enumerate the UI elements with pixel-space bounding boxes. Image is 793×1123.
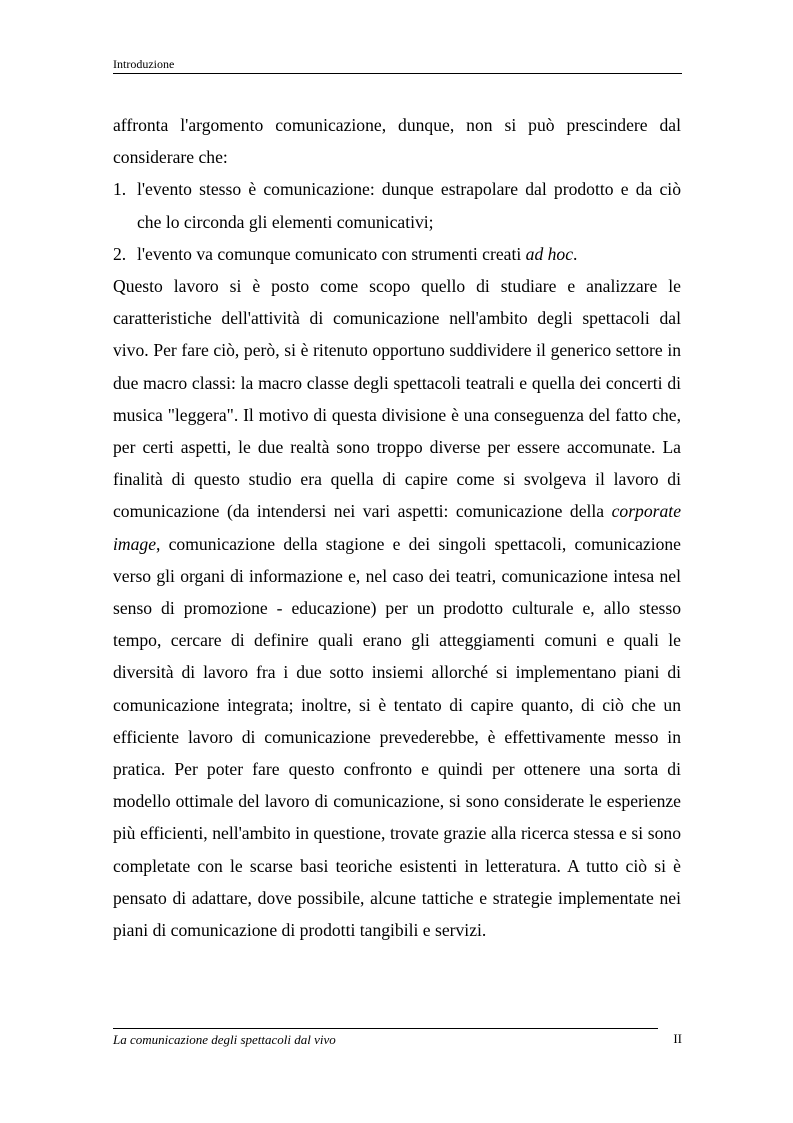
main-paragraph — [113, 270, 681, 946]
list-item-number: 1. — [113, 179, 127, 200]
main-paragraph-italic-term: corporate image — [113, 501, 681, 554]
page-body — [113, 109, 681, 946]
header-section-title: Introduzione — [113, 57, 175, 71]
list-item-italic-term: ad hoc — [525, 243, 574, 264]
numbered-list — [113, 173, 681, 270]
list-item-end: . — [573, 243, 578, 264]
list-item-number: 2. — [113, 243, 127, 264]
main-paragraph-part2: , comunicazione della stagione e dei singoli spettacoli, comunicazione verso gli organi di informazione e, nel caso dei teatri, comunicazione intesa nel senso di promozione - educazione) per un prodotto culturale e, allo stesso tempo, cercare di definire quali erano gli atteggiamenti comuni e quali le diversità di lavoro fra i due sotto insiemi allorché si implementano piani di comunicazione integrata; inoltre, si è tentato di capire quanto, di ciò che un efficiente lavoro di comunicazione prevederebbe, è effettivamente messo in pratica. Per poter fare questo confronto e quindi per ottenere una sorta di modello ottimale del lavoro di comunicazione, si sono considerate le esperienze più efficienti, nell'ambito in questione, trovate grazie alla ricerca stessa e si sono completate con le scarse basi teoriche esistenti in letteratura. A tutto ciò si è pensato di adattare, dove possibile, alcune tattiche e strategie implementate nei piani di comunicazione di prodotti tangibili e servizi. — [113, 533, 681, 941]
list-item — [113, 238, 681, 270]
footer-title: La comunicazione degli spettacoli dal vivo — [113, 1032, 336, 1047]
intro-paragraph: affronta l'argomento comunicazione, dunque, non si può prescindere dal considerare che: — [113, 115, 681, 168]
running-header — [113, 57, 682, 74]
footer-divider — [113, 1028, 658, 1029]
main-paragraph-part1: Questo lavoro si è posto come scopo quello di studiare e analizzare le caratteristiche dell'attività di comunicazione nell'ambito degli spettacoli dal vivo. Per fare ciò, però, si è ritenuto opportuno suddividere il generico settore in due macro classi: la macro classe degli spettacoli teatrali e quella dei concerti di musica "leggera". Il motivo di questa divisione è una conseguenza del fatto che, per certi aspetti, le due realtà sono troppo diverse per essere accomunate. La finalità di questo studio era quella di capire come si svolgeva il lavoro di comunicazione (da intendersi nei vari aspetti: comunicazione della — [113, 276, 681, 522]
list-item — [113, 173, 681, 237]
list-item-text: l'evento stesso è comunicazione: dunque estrapolare dal prodotto e da ciò che lo circonda gli elementi comunicativi; — [137, 179, 681, 232]
list-item-text: l'evento va comunque comunicato con strumenti creati — [137, 243, 526, 264]
page-number: II — [673, 1031, 682, 1046]
